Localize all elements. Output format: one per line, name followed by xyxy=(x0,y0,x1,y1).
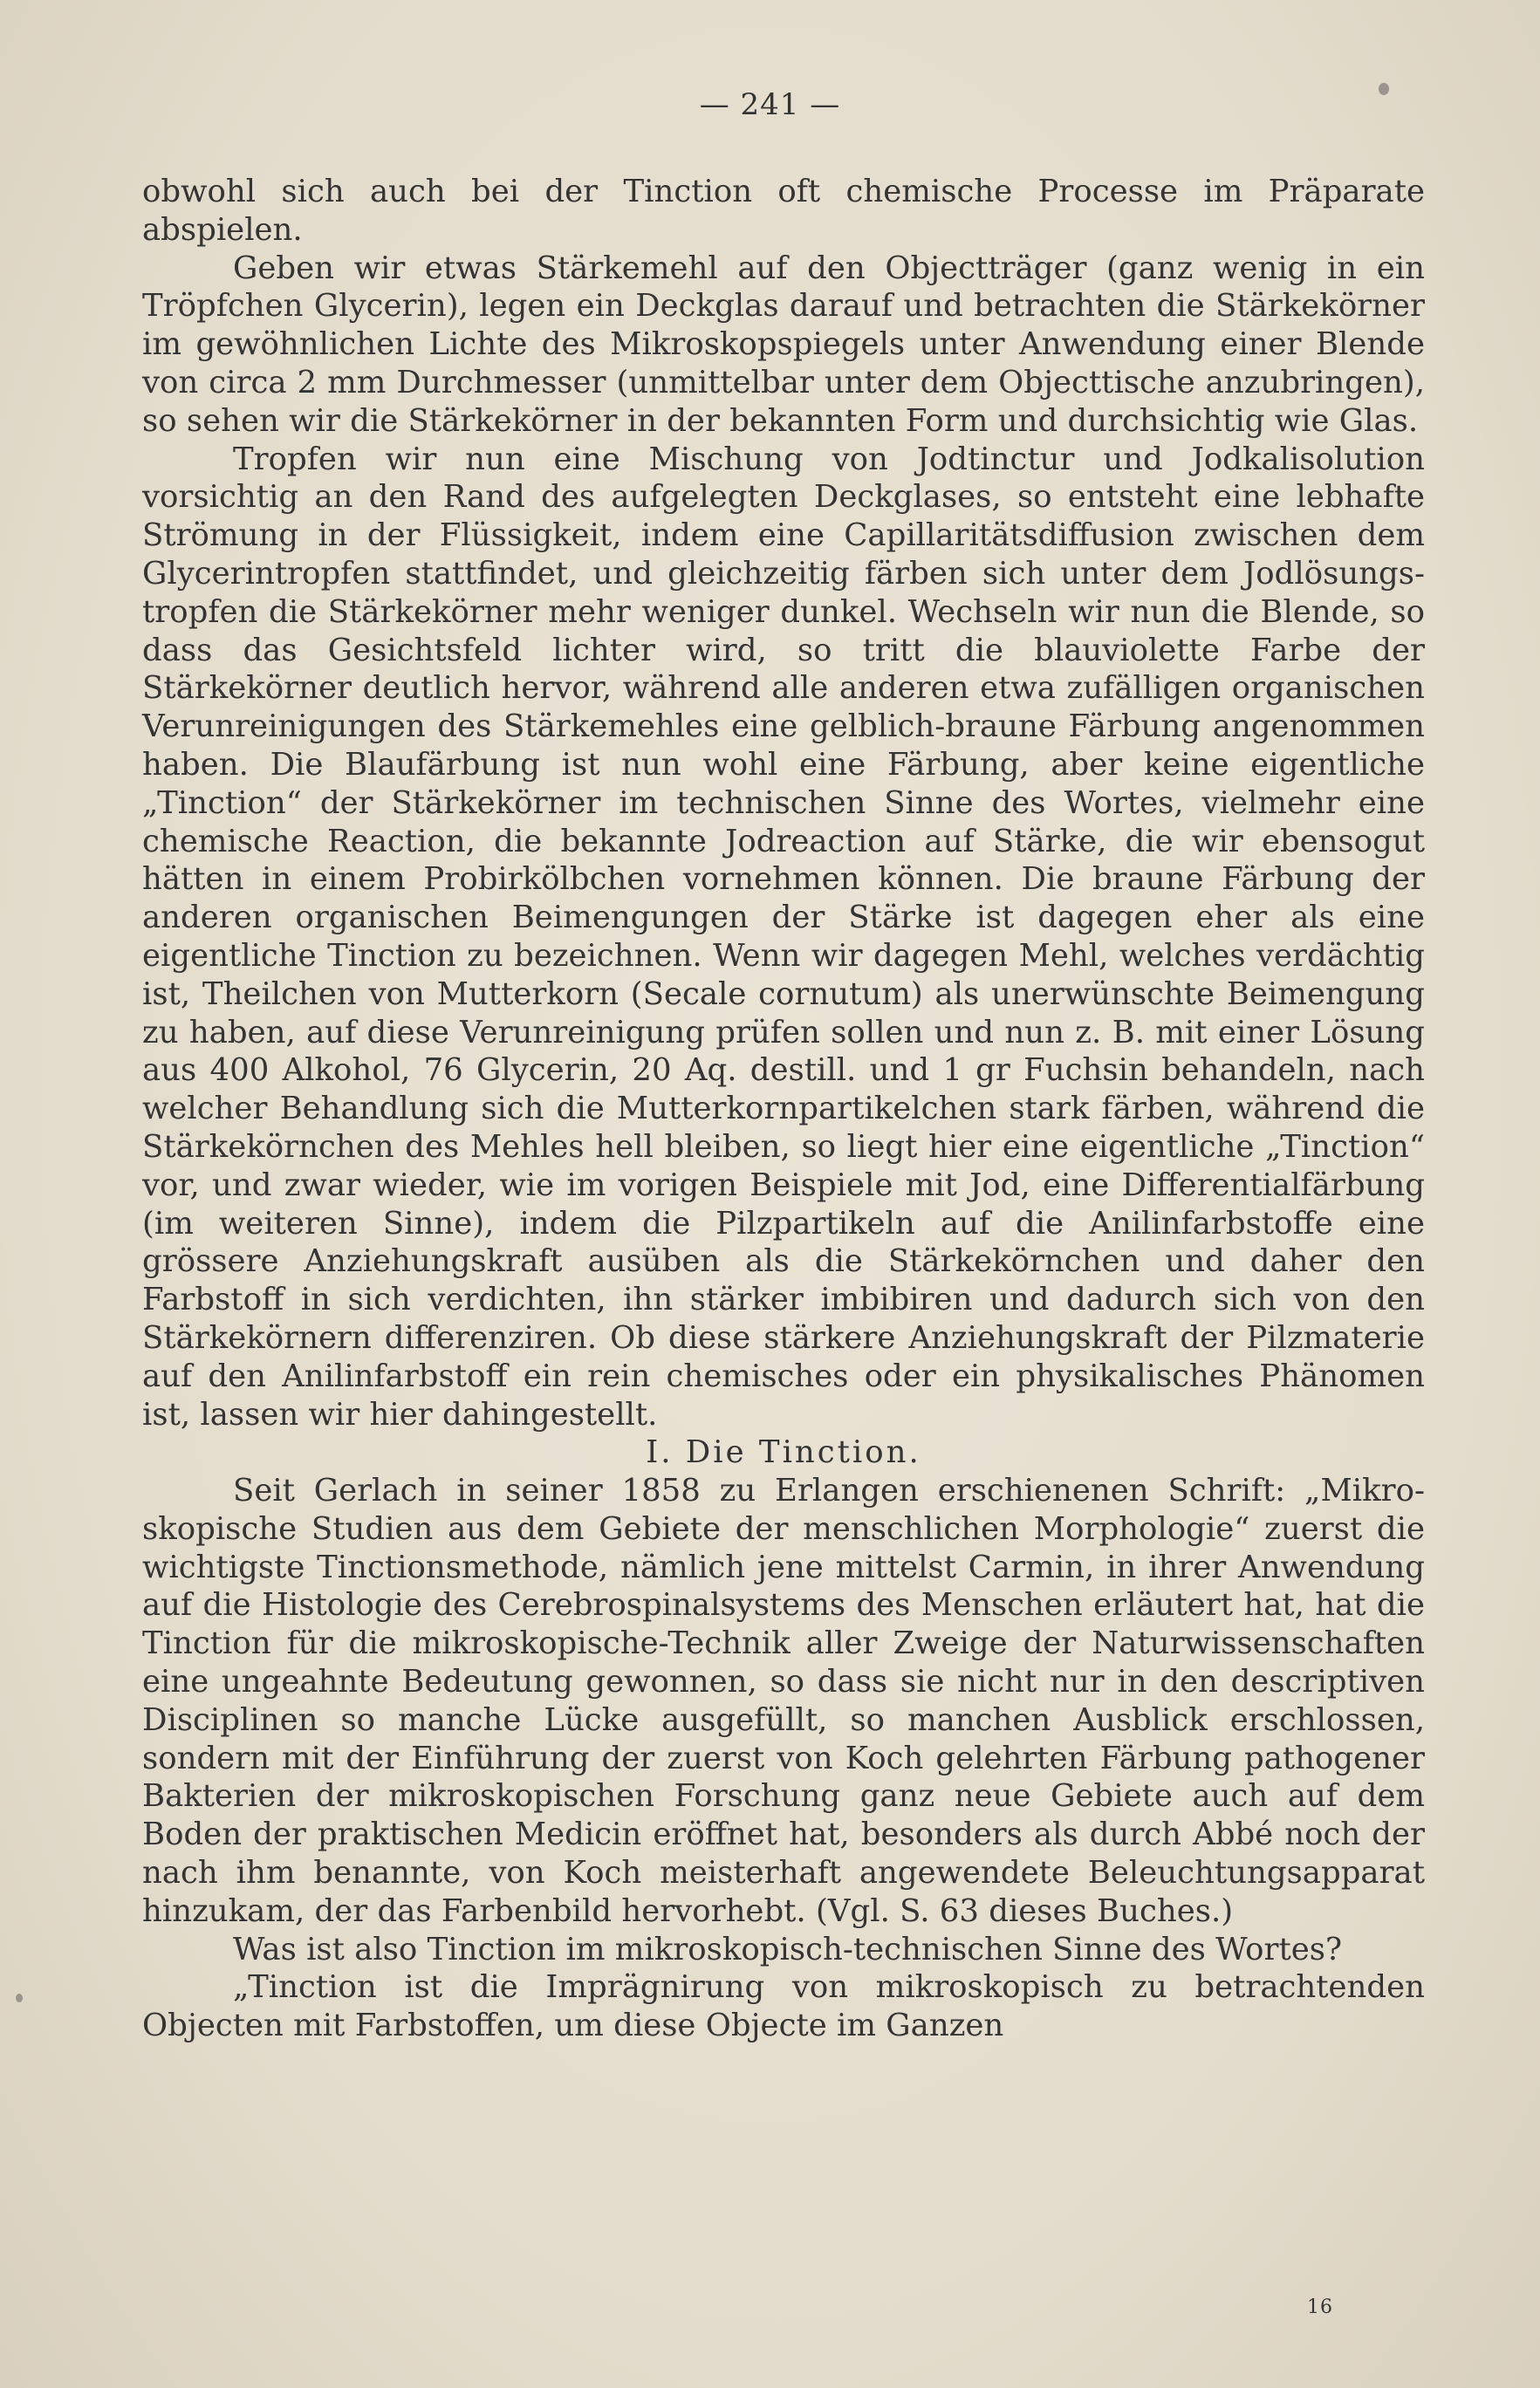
paragraph: „Tinction ist die Imprägnirung von mikroskopisch zu betrachtenden Objecten mit Farbstoffen, um diese Objecte im Ganzen xyxy=(142,1969,1425,2044)
paragraph: obwohl sich auch bei der Tinction oft chemische Processe im Präparate abspielen. xyxy=(142,174,1425,248)
paragraph: Geben wir etwas Stärkemehl auf den Objectträger (ganz wenig in ein Tröpfchen Glycerin), legen ein Deckglas darauf und betrachten die Stärkekörner im gewöhnlichen Lichte des Mikroskopspiegels unter Anwendung einer Blende von circa 2 mm Durchmesser (unmittelbar unter dem Objecttische anzubringen), so sehen wir die Stärkekörner in der bekannten Form und durchsichtig wie Glas. xyxy=(142,250,1425,439)
paragraph: Seit Gerlach in seiner 1858 zu Erlangen erschienenen Schrift: „Mikroskopische Studien aus dem Gebiete der menschlichen Morphologie“ zuerst die wichtigste Tinctionsmethode, nämlich jene mittelst Carmin, in ihrer Anwendung auf die Histologie des Cerebrospinalsystems des Menschen erläutert hat, hat die Tinction für die mikroskopische-Technik aller Zweige der Naturwissenschaften eine ungeahnte Bedeutung gewonnen, so dass sie nicht nur in den descriptiven Disciplinen so manche Lücke ausgefüllt, so manchen Ausblick erschlossen, sondern mit der Einführung der zuerst von Koch gelehrten Färbung pathogener Bakterien der mikroskopischen Forschung ganz neue Gebiete auch auf dem Boden der praktischen Medicin eröffnet hat, besonders als durch Abbé noch der nach ihm benannte, von Koch meisterhaft angewendete Beleuchtungsapparat hinzukam, der das Farbenbild hervorhebt. (Vgl. S. 63 dieses Buches.) xyxy=(142,1473,1425,1929)
ink-spot xyxy=(16,1994,23,2002)
section-heading: I. Die Tinction. xyxy=(646,1434,921,1471)
signature-mark: 16 xyxy=(1307,2296,1333,2318)
body-text xyxy=(142,173,1425,2045)
ink-spot xyxy=(1379,83,1389,95)
paragraph: Was ist also Tinction im mikroskopisch-technischen Sinne des Wortes? xyxy=(233,1931,1343,1967)
paragraph: Tropfen wir nun eine Mischung von Jodtinctur und Jodkalisolution vorsichtig an den Rand des aufgelegten Deckglases, so entsteht eine lebhafte Strömung in der Flüssigkeit, indem eine Capillaritätsdiffusion zwischen dem Glycerintropfen stattfindet, und gleichzeitig färben sich unter dem Jodlösungstropfen die Stärkekörner mehr weniger dunkel. Wechseln wir nun die Blende, so dass das Gesichtsfeld lichter wird, so tritt die blauviolette Farbe der Stärkekörner deutlich hervor, während alle anderen etwa zufälligen organischen Verunreinigungen des Stärkemehles eine gelblich-braune Färbung angenommen haben. Die Blaufärbung ist nun wohl eine Färbung, aber keine eigentliche „Tinction“ der Stärkekörner im technischen Sinne des Wortes, vielmehr eine chemische Reaction, die bekannte Jodreaction auf Stärke, die wir ebensogut hätten in einem Probirkölbchen vornehmen können. Die braune Färbung der anderen organischen Beimengungen der Stärke ist dagegen eher als eine eigentliche Tinction zu bezeichnen. Wenn wir dagegen Mehl, welches verdächtig ist, Theilchen von Mutterkorn (Secale cornutum) als unerwünschte Beimengung zu haben, auf diese Verunreinigung prüfen sollen und nun z. B. mit einer Lösung aus 400 Alkohol, 76 Glycerin, 20 Aq. destill. und 1 gr Fuchsin behandeln, nach welcher Behandlung sich die Mutterkornpartikelchen stark färben, während die Stärkekörnchen des Mehles hell bleiben, so liegt hier eine eigentliche „Tinction“ vor, und zwar wieder, wie im vorigen Beispiele mit Jod, eine Differentialfärbung (im weiteren Sinne), indem die Pilzpartikeln auf die Anilinfarbstoffe eine grössere Anziehungskraft ausüben als die Stärkekörnchen und daher den Farbstoff in sich verdichten, ihn stärker imbibiren und dadurch sich von den Stärkekörnern differenziren. Ob diese stärkere Anziehungskraft der Pilzmaterie auf den Anilinfarbstoff ein rein chemisches oder ein physikalisches Phänomen ist, lassen wir hier dahingestellt. xyxy=(142,441,1425,1433)
page-number: — 241 — xyxy=(699,87,841,122)
